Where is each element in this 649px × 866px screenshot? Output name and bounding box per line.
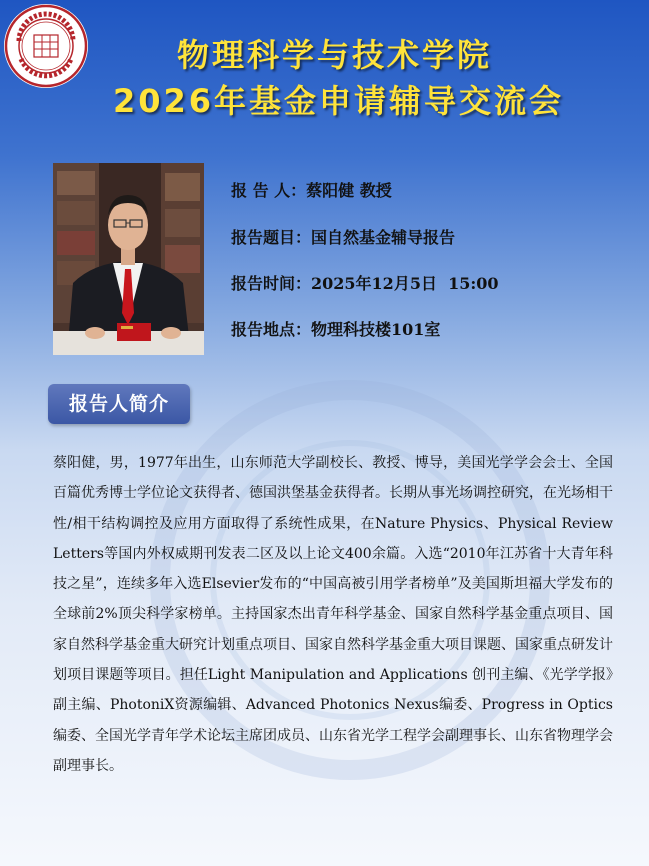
info-location-value: 物理科技楼101室 [311,320,441,339]
info-topic-value: 国自然基金辅导报告 [311,228,456,247]
speaker-photo [53,163,204,355]
info-time-value: 2025年12月5日 15:00 [311,274,499,293]
info-topic-label: 报告题目： [231,228,312,247]
info-time [231,271,499,294]
info-topic [231,225,455,248]
page-title: 物理科学与技术学院 [176,36,492,74]
info-time-label: 报告时间： [231,274,312,293]
section-heading-speaker-intro: 报告人简介 [48,384,190,424]
info-location-label: 报告地点： [231,320,312,339]
page-subtitle: 2026年基金申请辅导交流会 [112,82,565,120]
info-location [231,317,440,340]
info-speaker-value: 蔡阳健 教授 [306,181,392,200]
speaker-bio-text: 蔡阳健，男，1977年出生，山东师范大学副校长、教授、博导，美国光学学会会士、全国百篇优秀博士学位论文获得者、德国洪堡基金获得者。长期从事光场调控研究，在光场相干性/相干结构调控及应用方面取得了系统性成果，在Nature Physics、Physical Review Letters等国内外权威期刊发表二区及以上论文400余篇。入选“2010年江苏省十大青年科技之星”，连续多年入选Elsevier发布的“中国高被引用学者榜单”及美国斯坦福大学发布的全球前2%顶尖科学家榜单。主持国家杰出青年科学基金、国家自然科学基金重点项目、国家自然科学基金重大研究计划重点项目、国家自然科学基金重大项目课题、国家重点研发计划项目课题等项目。担任Light Manipulation and Applications 创刊主编、《光学学报》副主编、PhotoniX资源编辑、Advanced Photonics Nexus编委、Progress in Optics编委、全国光学青年学术论坛主席团成员、山东省光学工程学会副理事长、山东省物理学会副理事长。 [53,455,613,774]
info-speaker-label: 报 告 人： [231,181,307,200]
info-speaker [231,178,392,201]
